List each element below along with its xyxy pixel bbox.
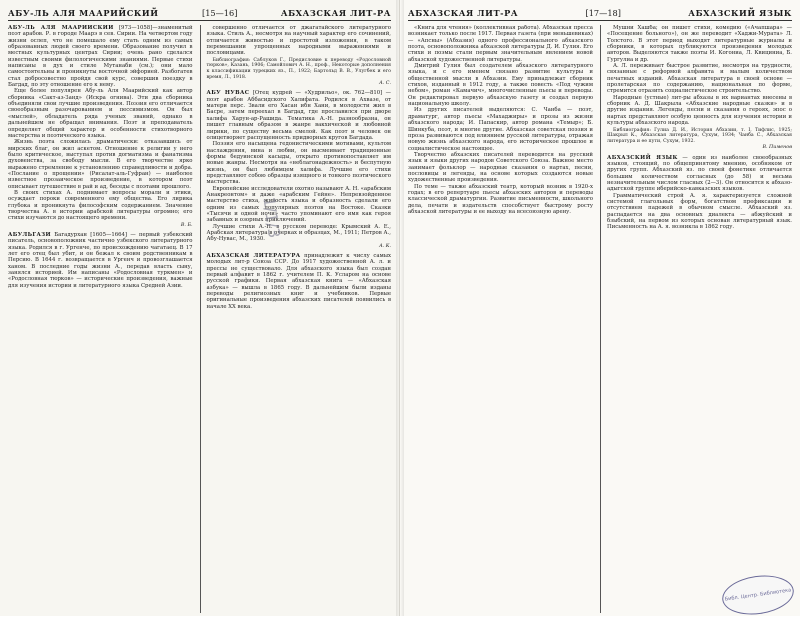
- header-right-title: АБХАЗСКАЯ ЛИТ-РА: [280, 8, 391, 18]
- paragraph-text: Поэзия его насыщена гедонистическими мотивами, культом наслаждения, вина и любви, он высмеивает традиционные формы бедуинской касыды, открыто противопоставляет им новые жанры. Несмотря на «неблагонадежность» и беспутную жизнь, он был любимцем халифа. Лучшие его стихи представляют собою образцы изящного и тонкого поэтического мастерства.: [206, 141, 391, 186]
- entry-headword: АБУ-ЛЬ АЛЯ МААРИЙСКИЙ: [8, 25, 114, 31]
- dictionary-entry: [207, 253, 392, 310]
- entry-paragraph: [408, 25, 593, 63]
- entry-paragraph: [607, 95, 792, 127]
- paragraph-text: Багадурхан [1605—1664] — первый узбекский писатель, основоположник частично узбекского литературного языка. Родился в г. Ургенче, по происхождению чагатаец. В 17 лет его отец был убит, и он бежал к своим родственникам в Персию. В 1644 г. возвращается в Ургенч и провозглашается ханом. В последние годы жизни А., передав власть сыну, занялся историей. Им написаны «Родословная туркмен» и «Родословная тюрков» — исторические произведения, важные для изучения истории и литературного языка Средней Азии.: [8, 232, 193, 289]
- entry-paragraph: [408, 107, 593, 151]
- entry-paragraph: [8, 139, 193, 190]
- header-page-numbers: [15—16]: [202, 8, 238, 18]
- right-page-header: [408, 8, 792, 21]
- entry-headword: АБХАЗСКИЙ ЯЗЫК: [607, 154, 678, 161]
- author-signature: В. Пименов: [762, 145, 792, 151]
- author-signature: А. С.: [379, 81, 391, 87]
- entry-paragraph: [408, 63, 593, 107]
- paragraph-text: [Отец кудрей — «Худрильо», ок. 762—810] — поэт арабов Аббасидского Халифата. Родился в Ахвазе, от матери перс. Звали его Хасан ибн Хани, в молодости жил в Басре, затем переехал в Багдад, где прославился при дворе халифа Харун-ар-Рашида. Тематика А.-Н. разнообразна, он пишет главным образом в жанре вакхической и любовной лирики, по существу весьма смелой. Как поэт и человек он олицетворяет распущенность придворных кругов Багдада.: [206, 90, 391, 141]
- header-page-numbers: [17—18]: [585, 8, 621, 18]
- book-gutter: [396, 0, 404, 616]
- paragraph-text: Лучшие стихи А.-Н. в русском переводе: Крымский А. Е., Арабская литература в очерках и образцах, М., 1911; Петров А., Абу-Нувас, М., 1930.: [206, 223, 391, 243]
- left-page-header: [8, 8, 391, 21]
- paragraph-text: [973—1058]—знаменитый поэт арабов. Р. в городе Маарэ в сев. Сирии. На четвертом году жизни ослеп, что не помешало ему стать одним из самых образованных людей своего времени. Образование получил в местных культурных центрах Сирии; очень рано сделался известным своими филологическими знаниями. Первые стихи написаны в дух и стиле Мутанаби (см.); они мало самостоятельны и проникнуты восточной эйфорией. Разбогатев стал добросовестно пройдя свой курс, совершив поездку в Багдад, по эту отношение его к нему.: [8, 25, 193, 89]
- column-right-2: [600, 25, 792, 613]
- entry-paragraph: [607, 25, 792, 63]
- paragraph-text: Дмитрий Гулия был создателем абхазского литературного языка, и с его именем связано развитие культуры и общественной мысли в Абхазии. Ему принадлежат сборник стихов, изданный в 1912 году, а также повесть «Под чужим небом», роман «Камачич», многочисленные пьесы и переводы. Он редактировал первую абхазскую газету и создал первую национальную школу.: [408, 63, 593, 108]
- paragraph-text: Жизнь поэта сложилась драматически: отказавшись от мирских благ, он жил аскетом. Отношение к религии у него было критическое, выступал против догматизма и фанатизма духовенства, за свободу мысли. В его творчестве ярко выражено стремление к установлению справедливости и добра. «Послание о прощении» (Рисалат-аль-Гуфран) — наиболее известное прозаическое произведение, в котором поэт описывает путешествие в рай и ад, беседы с поэтами прошлого.: [8, 139, 193, 190]
- paragraph-text: Из других писателей выделяются: С. Чанба — поэт, драматург, автор пьесы «Махаджиры» и прозы из жизни абхазского народа; И. Папаскир, автор романа «Темыр»; Б. Шинкуба, поэт, и многие другие. Абхазская советская поэзия и проза развиваются под влиянием русской литературы, отражая новую жизнь абхазского народа, его историческое прошлое и социалистическое настоящее.: [408, 107, 593, 152]
- column-right-1: [408, 25, 593, 613]
- entry-paragraph: [207, 224, 392, 243]
- dictionary-entry: [207, 90, 392, 141]
- paragraph-text: принадлежит к числу самых молодых лит-р Союза ССР. До 1917 художественной А. л. и прессы не существовало. Для абхазского языка был создан первый алфавит в 1862 г. учителем П. К. Усларом на основе русской графики. Первая абхазская книга — «Абхазская азбука» — вышла в 1865 году. В дальнейшем были изданы переводы религиозных книг и учебников. Первые оригинальные произведения абхазских писателей появились в начале XX века.: [206, 253, 391, 310]
- paragraph-text: Мушни Хашба; он пишет стихи, комедию («Ачапшара» — «Посещение больного»), он же переводит «Хаджи-Мурата» Л. Толстого. В этот период выходят литературные журналы и сборники, в которых публикуются произведения молодых авторов. Выделяются также поэты И. Когониа, Л. Квициниа, Б. Гургулиа и др.: [607, 25, 792, 63]
- paragraph-text: Творчество абхазских писателей переводится на русский язык и языки других народов Советского Союза. Важное место занимает фольклор — народные сказания о нартах, песни, пословицы и легенды, на основе которых создаются новые художественные произведения.: [408, 151, 593, 184]
- paragraph-text: А. Л. переживает быстрое развитие, несмотря на трудности, связанные с реформой алфавита и малым количеством печатных изданий. Абхазская литература в своей основе — пролетарская по содержанию, национальная по форме, стремится отразить социалистическое строительство.: [607, 63, 792, 95]
- bibliography-note: Библиография: Гулиа Д. И., История Абхазии, т. I, Тифлис, 1925; Шакрыл К., Абхазская литература, Сухум, 1934; Чанба С., Абхазская литература и ее пути, Сухум, 1932.: [607, 127, 792, 144]
- left-page: [0, 0, 400, 616]
- entry-paragraph: [408, 184, 593, 216]
- dictionary-entry: [607, 155, 792, 193]
- column-left-1: [8, 25, 193, 613]
- entry-paragraph: [607, 193, 792, 231]
- paragraph-text: По теме — также абхазский театр, который возник в 1920-х годах; в его репертуаре пьесы абхазских авторов и переводы классической драматургии. Развитие письменности, школьного дела, печати и издательств способствует быстрому росту абхазской литературы и ее выходу на всесоюзную арену.: [408, 183, 593, 215]
- header-left-title: АБХАЗСКАЯ ЛИТ-РА: [408, 8, 519, 18]
- bibliography-note: Библиография: Саблуков Г., Предисловие к переводу «Родословной тюрков», Казань, 1906; Самойлович А. Н., проф., Некоторые дополнения к классификации турецких яз., П., 1922; Бартольд В. В., Улугбек и его время, Л., 1918.: [206, 57, 391, 80]
- entry-headword: АБХАЗСКАЯ ЛИТЕРАТУРА: [206, 253, 301, 260]
- entry-paragraph: [207, 141, 392, 185]
- header-left-title: АБУ-ЛЬ АЛЯ МААРИЙСКИЙ: [8, 8, 159, 18]
- entry-paragraph: [207, 25, 392, 57]
- entry-paragraph: [8, 88, 193, 139]
- right-page: [400, 0, 800, 616]
- header-right-title: АБХАЗСКИЙ ЯЗЫК: [688, 8, 792, 18]
- entry-paragraph: [207, 186, 392, 224]
- paragraph-text: Грамматический строй А. я. характеризуется сложной системой глагольных форм, богатством префиксации и отсутствием падежей в обычном смысле. Абхазский яз. распадается на два основных диалекта — абжуйский и бзыбский, на первом из которых основан литературный язык. Письменность на А. я. возникла в 1862 году.: [607, 192, 792, 231]
- paragraph-text: Еще более популярен Абу-ль Аля Маарийский как автор сборника «Сакт-аз-Занд» (Искра огнива). Эти два сборника объединяли свои лучшие произведения. Поэзия его отличается своеобразным разочарованием и пессимизмом. Он был «мыслей», обладатель ряда ученых званий, однако в дальнейшем не обращал внимания. Поэт и преподаватель определяет общий характер и особенности стихотворного мастерства и поэтического языка.: [8, 88, 193, 139]
- author-signature: В. Б.: [180, 222, 193, 228]
- dictionary-entry: [8, 25, 193, 88]
- paragraph-text: Народные (устные) лит-ры абхазы в их вариантах внесены в сборник А. Д. Шакрыла «Абхазские народные сказки» и в другие издания. Легенды, песни и сказания о героях, эпос о нартах представляют особую ценность для изучения истории и культуры абхазского народа.: [607, 94, 792, 127]
- left-page-columns: [8, 25, 391, 613]
- paragraph-text: Европейские исследователи охотно называют А. Н. «арабским Анакреонтом» и даже «арабским Гейне». Непревзойденное мастерство стиха, живость языка и образность сделали его одним из самых популярных поэтов на Востоке. Сказки «Тысячи и одной ночи» часто упоминают его имя как героя забавных и озорных приключений.: [206, 185, 391, 224]
- author-signature: А. К.: [379, 243, 391, 249]
- paragraph-text: В своих стихах А. поднимает вопросы морали и этики, осуждает пороки современного ему общества. Его лирика глубока и проникнута философским содержанием. Значение творчества А. в истории арабской литературы огромно; его стихи изучаются до настоящего времени.: [8, 189, 193, 222]
- dictionary-entry: [8, 232, 193, 289]
- entry-paragraph: [607, 63, 792, 95]
- entry-headword: АБУЛЬГАЗИ: [8, 232, 51, 238]
- library-stamp: Библ. Центр. Библиотека: [720, 571, 797, 619]
- paragraph-text: совершенно отличается от джагатайского литературного языка. Стиль А., несмотря на научный характер его сочинений, отличается живостью и простотой изложения, в таком перемешании упрощенных народными выражениями и пословицами.: [206, 25, 391, 57]
- paragraph-text: — один из наиболее своеобразных языков, стоящий, по общепринятому мнению, особняком от других групп. Абхазский яз. по своей фонетике отличается большим количеством согласных (до 58) и весьма незначительным числом гласных (2—3). Он относится к абхазо-адыгской группе иберийско-кавказских языков.: [607, 154, 792, 193]
- entry-headword: АБУ НУВАС: [206, 90, 250, 97]
- entry-paragraph: [408, 152, 593, 184]
- entry-paragraph: [8, 190, 193, 222]
- right-page-columns: [408, 25, 792, 613]
- pencil-mark: 1/1/3: [259, 195, 284, 240]
- column-left-2: [200, 25, 392, 613]
- paragraph-text: «Книга для чтения» (коллективная работа). Абхазская пресса возникает только после 1917. Первая газета (при меньшевиках) — «Апсны» (Абхазия) одного профессионального абхазского поэта, основоположника абхазской литературы Д. И. Гулия. Его стихи и поэмы стали первым значительным явлением новой абхазской художественной литературы.: [408, 25, 593, 63]
